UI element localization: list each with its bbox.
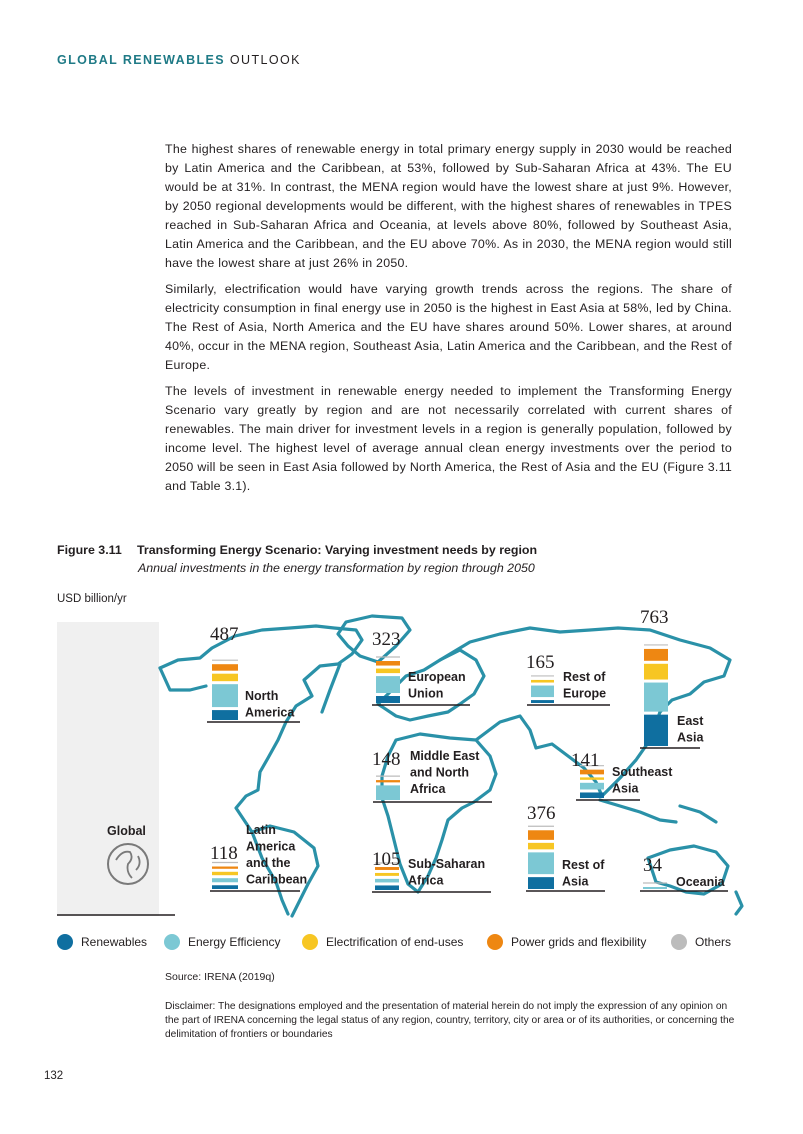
total-label-sub-saharan-africa: 105 [372, 849, 401, 870]
body-text [165, 140, 732, 503]
region-label-line: Global [107, 824, 146, 838]
region-label-rest-of-asia [562, 858, 605, 889]
bar-southeast-asia-renewables [580, 792, 604, 798]
region-label-rest-of-europe [563, 670, 606, 701]
legend-item-energy-efficiency [164, 934, 281, 950]
bar-southeast-asia-electrification-of-end-uses [580, 777, 604, 779]
total-label-latin-america: 118 [210, 843, 238, 864]
bar-latin-america-electrification-of-end-uses [212, 872, 238, 875]
unit-label: USD billion/yr [57, 593, 127, 605]
disclaimer: Disclaimer: The designations employed and the presentation of material herein do not imply the expression of any opinion on the part of IRENA concerning the legal status of any region, country, territory, city or area or of its authorities, or concerning the delimitation of frontiers or boundaries [165, 1001, 735, 1040]
bar-rest-of-asia-renewables [528, 877, 554, 889]
total-label-mena: 148 [372, 749, 401, 770]
region-label-line: and North [410, 765, 470, 780]
legend-label: Power grids and flexibility [511, 935, 647, 949]
total-label-rest-of-europe: 165 [526, 652, 555, 673]
bar-latin-america-power-grids-and-flexibility [212, 867, 238, 869]
total-label-north-america: 487 [210, 624, 239, 645]
region-label-line: Union [408, 686, 444, 701]
bar-north-america-electrification-of-end-uses [212, 674, 238, 681]
bar-european-union-electrification-of-end-uses [376, 669, 400, 674]
region-label-latin-america [246, 823, 307, 887]
legend-item-others [671, 934, 731, 950]
bar-european-union-energy-efficiency [376, 676, 400, 693]
bar-east-asia-power-grids-and-flexibility [644, 649, 668, 661]
header-light: OUTLOOK [229, 53, 301, 67]
paragraph-3: The levels of investment in renewable energy needed to implement the Transforming Energy Scenario vary greatly by region and are not necessarily correlated with current shares of renewables. The main driver for investment levels in a region is generally population, followed by income level. The highest level of average annual clean energy investments over the period to 2050 will be seen in East Asia followed by North America, the Rest of Asia and the EU (Figure 3.11 and Table 3.1). [165, 384, 732, 493]
bar-southeast-asia-energy-efficiency [580, 783, 604, 790]
region-label-oceania [676, 875, 726, 889]
region-label-line: Middle East [410, 749, 480, 763]
region-label-sub-saharan-africa [408, 857, 485, 888]
region-label-line: America [245, 705, 295, 720]
legend-label: Electrification of end-uses [326, 935, 464, 949]
figure-title-text: Transforming Energy Scenario: Varying investment needs by region [137, 543, 538, 557]
figure-number: Figure 3.11 [57, 543, 122, 557]
region-label-line: East [677, 714, 704, 728]
region-label-line: Asia [562, 874, 589, 889]
bar-latin-america-renewables [212, 885, 238, 889]
paragraph-1: The highest shares of renewable energy in total primary energy supply in 2030 would be reached by Latin America and the Caribbean, at 53%, followed by Sub-Saharan Africa at 43%. The EU would be at 31%. In contrast, the MENA region would have the lowest share at just 9%. However, by 2050 regional developments would be different, with the highest shares of renewables in TPES reached in Sub-Saharan Africa and Oceania, at levels above 80%, followed by Southeast Asia, Latin America and the Caribbean, and the EU above 70%. As in 2030, the MENA region would still have the lowest share at just 26% in 2050. [165, 142, 732, 270]
bar-rest-of-europe-electrification-of-end-uses [531, 680, 554, 683]
region-label-line: Europe [563, 686, 607, 701]
region-label-line: Asia [677, 730, 704, 745]
legend-swatch [302, 934, 318, 950]
bar-rest-of-asia-energy-efficiency [528, 852, 554, 874]
region-label-southeast-asia [612, 765, 673, 796]
total-label-east-asia: 763 [640, 607, 669, 628]
bar-sub-saharan-africa-electrification-of-end-uses [375, 873, 399, 876]
region-label-line: Latin [246, 823, 276, 837]
region-label-line: North [245, 689, 279, 703]
legend [57, 934, 747, 952]
region-label-north-america [245, 689, 295, 720]
region-label-line: Rest of [563, 670, 606, 684]
bar-mena-power-grids-and-flexibility [376, 780, 400, 782]
legend-swatch [671, 934, 687, 950]
figure-title [57, 543, 537, 557]
region-label-line: Sub-Saharan [408, 857, 486, 871]
bar-rest-of-asia-electrification-of-end-uses [528, 843, 554, 850]
source-note: Source: IRENA (2019q) [165, 971, 275, 983]
region-label-line: and the [246, 856, 291, 870]
legend-item-renewables [57, 934, 147, 950]
bar-rest-of-europe-energy-efficiency [531, 686, 554, 698]
legend-swatch [57, 934, 73, 950]
bar-rest-of-asia-power-grids-and-flexibility [528, 830, 554, 840]
region-label-line: America [246, 839, 296, 854]
region-label-line: Oceania [676, 875, 725, 889]
figure-subtitle: Annual investments in the energy transformation by region through 2050 [138, 561, 535, 575]
bar-mena-energy-efficiency [376, 785, 400, 800]
bar-east-asia-electrification-of-end-uses [644, 664, 668, 680]
legend-item-power-grids [487, 934, 646, 950]
global-panel [57, 622, 159, 916]
region-label-line: European [408, 670, 466, 684]
bar-european-union-power-grids-and-flexibility [376, 661, 400, 666]
bar-east-asia-energy-efficiency [644, 683, 668, 712]
region-label-line: Asia [612, 781, 639, 796]
running-header [57, 53, 301, 67]
region-label-east-asia [677, 714, 704, 745]
region-label-line: Southeast [612, 765, 673, 779]
region-label-european-union [408, 670, 466, 701]
total-label-oceania: 34 [643, 855, 662, 876]
bar-european-union-renewables [376, 696, 400, 703]
bar-rest-of-europe-renewables [531, 700, 554, 703]
page-number: 132 [44, 1070, 64, 1082]
bar-sub-saharan-africa-renewables [375, 885, 399, 890]
legend-label: Renewables [81, 935, 148, 949]
total-label-southeast-asia: 141 [571, 750, 600, 771]
bar-north-america-renewables [212, 710, 238, 720]
legend-label: Energy Efficiency [188, 935, 281, 949]
legend-item-electrification [302, 934, 463, 950]
region-label-line: Africa [410, 782, 446, 796]
legend-swatch [487, 934, 503, 950]
bar-north-america-power-grids-and-flexibility [212, 664, 238, 671]
legend-label: Others [695, 935, 732, 949]
header-bold: GLOBAL RENEWABLES [57, 53, 226, 67]
bar-sub-saharan-africa-energy-efficiency [375, 879, 399, 883]
region-label-mena [410, 749, 480, 796]
region-label-line: Caribbean [246, 872, 308, 887]
bar-oceania-energy-efficiency [643, 887, 667, 889]
legend-swatch [164, 934, 180, 950]
total-label-rest-of-asia: 376 [527, 803, 556, 824]
region-label-global [107, 824, 146, 838]
bar-east-asia-renewables [644, 715, 668, 746]
paragraph-2: Similarly, electrification would have varying growth trends across the regions. The share of electricity consumption in final energy use in 2050 is the highest in East Asia at 58%, led by China. The Rest of Asia, North America and the EU have shares around 50%. Lower shares, at around 40%, occur in the MENA region, Southeast Asia, Latin America and the Caribbean, and the Rest of Europe. [165, 282, 732, 372]
total-label-european-union: 323 [372, 629, 401, 650]
region-label-line: Rest of [562, 858, 605, 872]
bar-north-america-energy-efficiency [212, 684, 238, 707]
bar-latin-america-energy-efficiency [212, 878, 238, 882]
region-label-line: Africa [408, 873, 444, 888]
investment-map-chart [0, 600, 803, 925]
